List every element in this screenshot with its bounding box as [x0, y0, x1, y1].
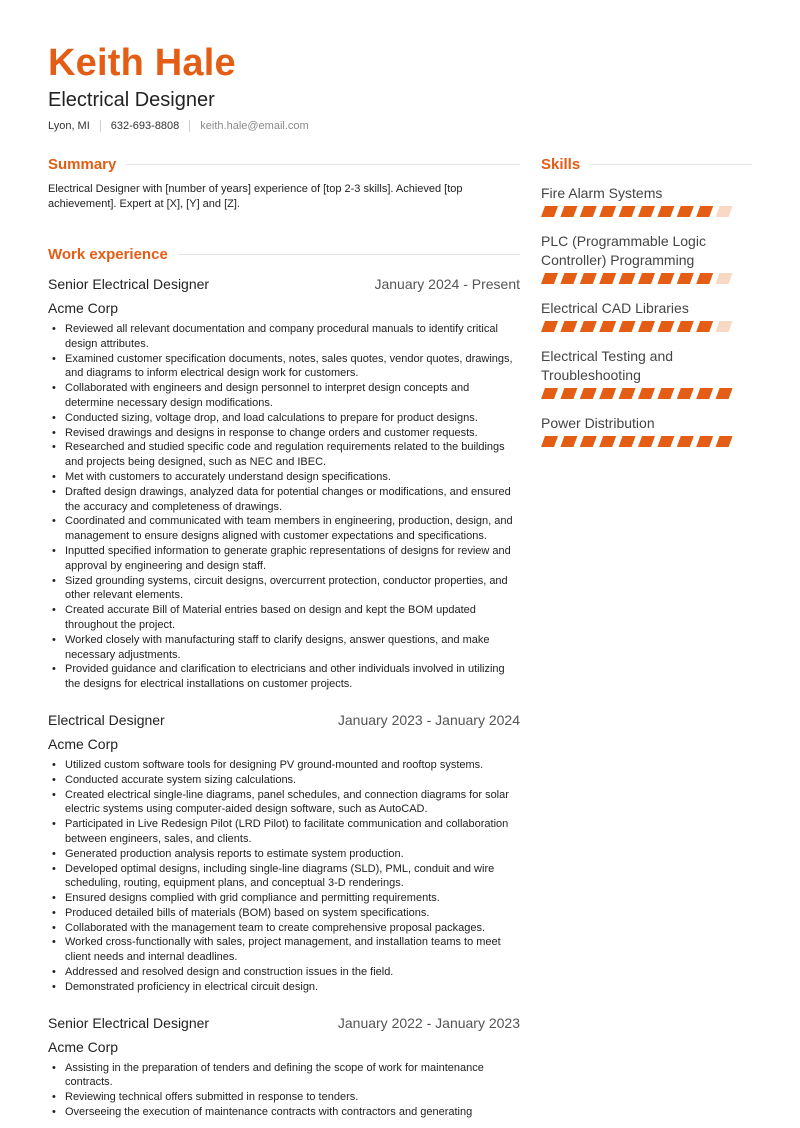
work-heading [48, 240, 520, 268]
skill-segment-empty [716, 206, 733, 217]
phone-text: 632-693-8808 [110, 120, 180, 132]
skill-segment-filled [657, 206, 674, 217]
bullet-item: • Ensured designs complied with grid compliance and permitting requirements. [48, 891, 520, 906]
job-header [48, 1015, 520, 1035]
job-header [48, 712, 520, 732]
side-column [541, 150, 752, 448]
job-header [48, 276, 520, 296]
bullet-item: • Coordinated and communicated with team members in engineering, production, design, and management to ensure designs aligned with customer expectations and specifications. [48, 514, 520, 544]
skill-name: PLC (Programmable Logic Controller) Programming [541, 233, 706, 268]
skill-segment-filled [599, 436, 616, 447]
skill-segment-filled [657, 273, 674, 284]
job-dates: January 2022 - January 2023 [337, 1014, 520, 1031]
summary-text: Electrical Designer with [number of years] experience of [top 2-3 skills]. Achieved [top achievement]. Expert at [X], [Y] and [Z]. [48, 183, 463, 210]
skill-segment-filled [541, 321, 558, 332]
section-rule [590, 164, 752, 165]
candidate-role: Electrical Designer [48, 89, 215, 111]
contact-divider [189, 120, 190, 132]
bullet-item: • Created accurate Bill of Material entries based on design and kept the BOM updated throughout the project. [48, 603, 520, 633]
skill-segment-filled [638, 388, 655, 399]
skill-level-bar [541, 273, 753, 285]
skill-segment-filled [696, 206, 713, 217]
bullet-item: • Conducted sizing, voltage drop, and load calculations to prepare for product designs. [48, 411, 520, 426]
skill-segment-filled [580, 206, 597, 217]
skill-segment-empty [716, 321, 733, 332]
job-list [48, 276, 520, 1120]
skills-title: Skills [541, 155, 581, 173]
bullet-item: • Overseeing the execution of maintenance contracts with contractors and generating [48, 1105, 520, 1120]
company-name: Acme Corp [48, 300, 119, 316]
skill-segment-filled [599, 388, 616, 399]
skill-segment-filled [696, 321, 713, 332]
skills-heading [541, 150, 752, 178]
job-entry [48, 276, 520, 692]
skill-segment-filled [580, 321, 597, 332]
skills-section [541, 150, 752, 448]
skill-segment-filled [619, 388, 636, 399]
bullet-item: • Assisting in the preparation of tenders and defining the scope of work for maintenance contracts. [48, 1061, 520, 1091]
skill-segment-filled [696, 388, 713, 399]
job-title: Senior Electrical Designer [48, 1014, 210, 1031]
job-title: Electrical Designer [48, 711, 165, 728]
skill-segment-filled [677, 273, 694, 284]
bullet-item: • Reviewed all relevant documentation and company procedural manuals to identify critical design attributes. [48, 322, 520, 352]
job-entry [48, 712, 520, 995]
skill-segment-filled [677, 388, 694, 399]
email-link[interactable]: keith.hale@email.com [200, 120, 309, 132]
company-name: Acme Corp [48, 735, 119, 752]
bullet-item: • Worked closely with manufacturing staff to clarify designs, answer questions, and make necessary adjustments. [48, 633, 520, 663]
bullet-item: • Researched and studied specific code and regulation requirements related to the buildings and projects being designed, such as NEC and IBEC. [48, 440, 520, 470]
bullet-item: • Addressed and resolved design and construction issues in the field. [48, 965, 520, 980]
skill-segment-filled [599, 321, 616, 332]
section-rule [126, 164, 520, 165]
skill-segment-filled [541, 436, 558, 447]
bullet-item: • Sized grounding systems, circuit designs, overcurrent protection, conductor properties, and other relevant elements. [48, 574, 520, 604]
skill-level-bar [541, 321, 753, 333]
main-column [48, 150, 520, 1120]
company-name: Acme Corp [48, 1038, 119, 1055]
bullet-item: • Inputted specified information to generate graphic representations of designs for review and approval by engineering and design staff. [48, 544, 520, 574]
skill-segment-filled [580, 436, 597, 447]
skill-segment-filled [560, 436, 577, 447]
skill-segment-filled [716, 388, 733, 399]
bullet-item: • Demonstrated proficiency in electrical circuit design. [48, 980, 520, 995]
skill-item [541, 414, 752, 448]
skill-segment-filled [657, 436, 674, 447]
contact-divider [100, 120, 101, 132]
bullet-item: • Generated production analysis reports to estimate system production. [48, 847, 520, 862]
bullet-item: • Participated in Live Redesign Pilot (LRD Pilot) to facilitate communication and collaboration between engineers, sales, and clients. [48, 817, 520, 847]
skill-segment-filled [541, 388, 558, 399]
skill-segment-filled [677, 436, 694, 447]
work-title: Work experience [48, 245, 168, 263]
skill-segment-filled [560, 321, 577, 332]
skill-segment-filled [638, 321, 655, 332]
bullet-item: • Produced detailed bills of materials (BOM) based on system specifications. [48, 906, 520, 921]
job-bullets [48, 322, 520, 692]
bullet-item: • Worked cross-functionally with sales, project management, and installation teams to meet client needs and internal deadlines. [48, 935, 520, 965]
skill-level-bar [541, 206, 753, 218]
skill-segment-filled [696, 273, 713, 284]
skill-segment-filled [599, 206, 616, 217]
summary-section [48, 150, 520, 212]
skill-segment-filled [638, 436, 655, 447]
bullet-item: • Collaborated with the management team to create comprehensive proposal packages. [48, 921, 520, 936]
bullet-item: • Utilized custom software tools for designing PV ground-mounted and rooftop systems. [48, 758, 520, 773]
skill-name: Fire Alarm Systems [541, 185, 663, 201]
skill-name: Electrical Testing and Troubleshooting [541, 348, 674, 383]
section-rule [178, 254, 520, 255]
skill-segment-filled [560, 206, 577, 217]
job-bullets [48, 758, 520, 995]
skill-segment-filled [560, 388, 577, 399]
skill-segment-filled [619, 321, 636, 332]
skill-segment-filled [716, 436, 733, 447]
skill-segment-filled [541, 273, 558, 284]
bullet-item: • Reviewing technical offers submitted in response to tenders. [48, 1090, 520, 1105]
bullet-item: • Met with customers to accurately understand design specifications. [48, 470, 520, 485]
bullet-item: • Collaborated with engineers and design personnel to interpret design concepts and determine necessary design modifications. [48, 381, 520, 411]
job-entry [48, 1015, 520, 1120]
skill-segment-filled [599, 273, 616, 284]
skill-item [541, 232, 752, 285]
skill-segment-filled [619, 206, 636, 217]
bullet-item: • Revised drawings and designs in response to change orders and customer requests. [48, 426, 520, 441]
job-bullets [48, 1061, 520, 1120]
bullet-item: • Conducted accurate system sizing calculations. [48, 773, 520, 788]
skill-list [541, 184, 752, 448]
skill-segment-filled [657, 321, 674, 332]
skill-segment-filled [677, 206, 694, 217]
skill-segment-filled [619, 436, 636, 447]
skill-segment-filled [619, 273, 636, 284]
summary-heading [48, 150, 520, 178]
skill-item [541, 184, 752, 218]
skill-segment-filled [580, 273, 597, 284]
skill-name: Electrical CAD Libraries [541, 300, 689, 316]
contact-line [48, 119, 309, 133]
location-text: Lyon, MI [48, 120, 90, 132]
bullet-item: • Created electrical single-line diagrams, panel schedules, and connection diagrams for solar electric systems using computer-aided design software, such as AutoCAD. [48, 788, 520, 818]
candidate-name: Keith Hale [48, 42, 236, 84]
skill-segment-filled [677, 321, 694, 332]
skill-segment-filled [638, 273, 655, 284]
job-dates: January 2023 - January 2024 [337, 711, 520, 728]
skill-segment-empty [716, 273, 733, 284]
bullet-item: • Developed optimal designs, including single-line diagrams (SLD), PML, conduit and wire scheduling, routing, equipment plans, and conceptual 3-D renderings. [48, 862, 520, 892]
summary-title: Summary [48, 155, 117, 173]
bullet-item: • Drafted design drawings, analyzed data for potential changes or modifications, and ensured the accuracy and completeness of drawings. [48, 485, 520, 515]
skill-segment-filled [541, 206, 558, 217]
skill-item [541, 299, 752, 333]
skill-level-bar [541, 388, 753, 400]
skill-level-bar [541, 436, 753, 448]
skill-item [541, 347, 752, 400]
job-title: Senior Electrical Designer [48, 276, 210, 292]
bullet-item: • Provided guidance and clarification to electricians and other individuals involved in utilizing the designs for electrical installations on customer projects. [48, 662, 520, 692]
skill-segment-filled [638, 206, 655, 217]
work-section [48, 240, 520, 1120]
skill-segment-filled [657, 388, 674, 399]
skill-segment-filled [580, 388, 597, 399]
bullet-item: • Examined customer specification documents, notes, sales quotes, vendor quotes, drawings, and diagrams to inform electrical design work for customers. [48, 352, 520, 382]
skill-segment-filled [560, 273, 577, 284]
skill-name: Power Distribution [541, 415, 655, 431]
job-dates: January 2024 - Present [374, 276, 520, 292]
skill-segment-filled [696, 436, 713, 447]
